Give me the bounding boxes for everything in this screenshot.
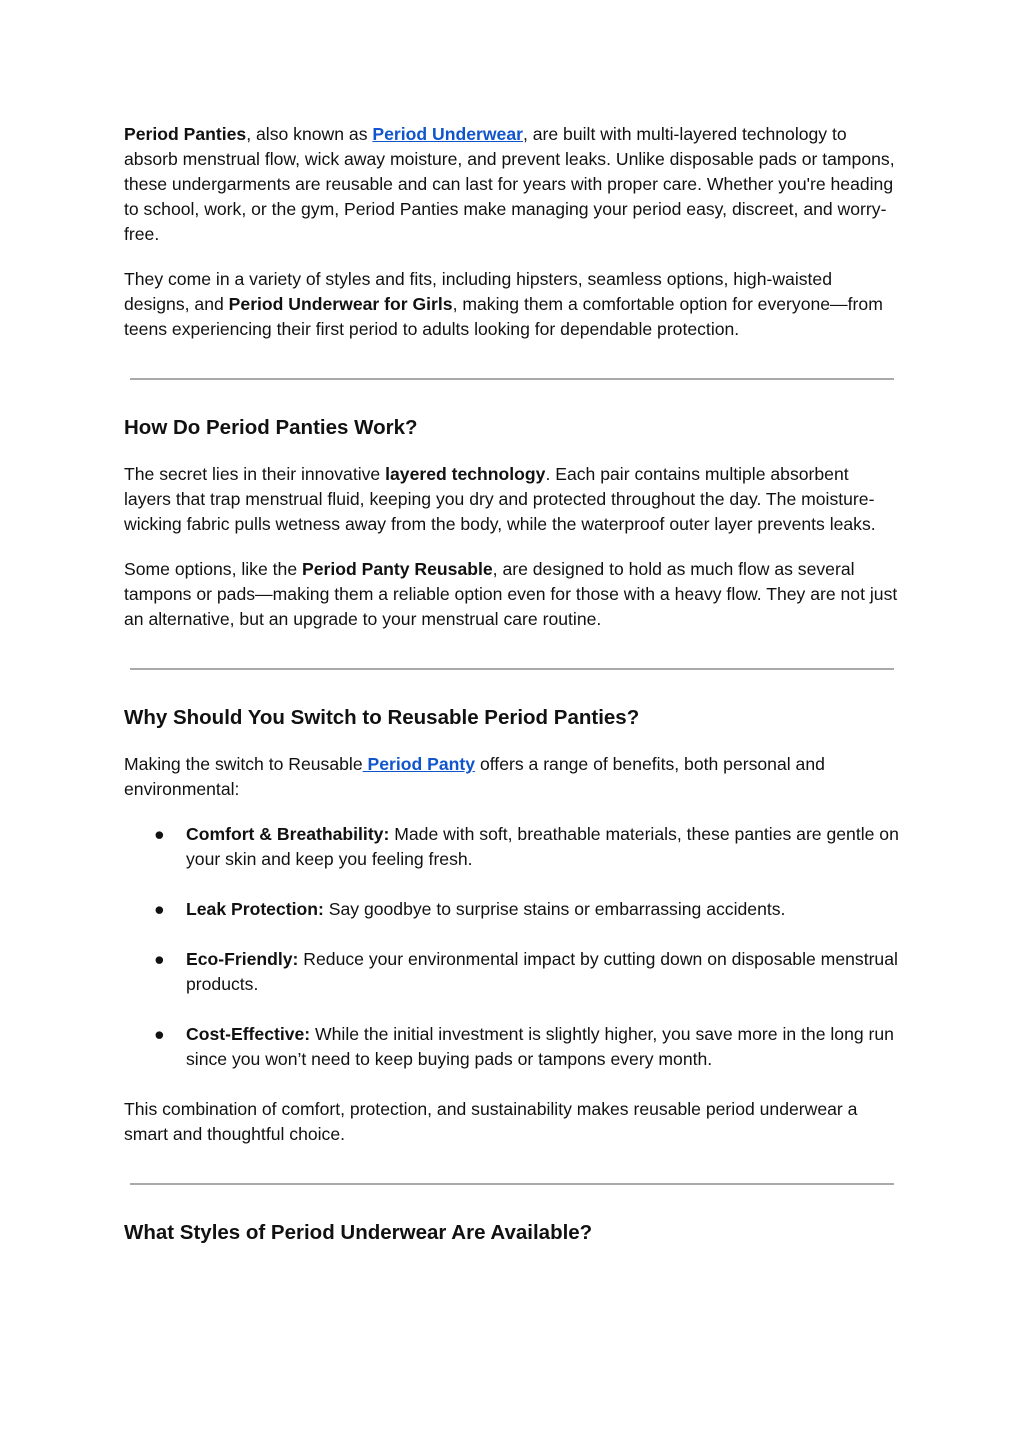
document-body <box>124 122 900 1247</box>
list-item: ● Leak Protection: Say goodbye to surprise stains or embarrassing accidents. <box>124 897 900 922</box>
divider-1 <box>130 378 894 380</box>
period-panty-link[interactable]: Period Panty <box>362 754 476 774</box>
bullet-icon: ● <box>154 899 165 919</box>
term-layered-technology: layered technology <box>385 464 546 484</box>
term-period-underwear-for-girls: Period Underwear for Girls <box>228 294 453 314</box>
section1-paragraph-2: Some options, like the Period Panty Reusable, are designed to hold as much flow as several tampons or pads—making them a reliable option even for those with a heavy flow. They are not just an alternative, but an upgrade to your menstrual care routine. <box>124 559 898 629</box>
bullet-icon: ● <box>154 1024 165 1044</box>
bullet-icon: ● <box>154 949 165 969</box>
term-period-panties: Period Panties <box>124 124 247 144</box>
period-underwear-link[interactable]: Period Underwear <box>372 124 523 144</box>
divider-3 <box>130 1183 894 1185</box>
section2-closing: This combination of comfort, protection, and sustainability makes reusable period underwear a smart and thoughtful choice. <box>124 1099 858 1144</box>
intro-paragraph-2: They come in a variety of styles and fits, including hipsters, seamless options, high-waisted designs, and Period Underwear for Girls, making them a comfortable option for everyone—from teens experiencing their first period to adults looking for dependable protection. <box>124 269 883 339</box>
heading-why-switch: Why Should You Switch to Reusable Period Panties? <box>124 706 640 729</box>
section1-paragraph-1: The secret lies in their innovative layered technology. Each pair contains multiple absorbent layers that trap menstrual fluid, keeping you dry and protected throughout the day. The moisture-wicking fabric pulls wetness away from the body, while the waterproof outer layer prevents leaks. <box>124 464 876 534</box>
list-item: ● Comfort & Breathability: Made with soft, breathable materials, these panties are gentle on your skin and keep you feeling fresh. <box>154 824 899 869</box>
heading-styles: What Styles of Period Underwear Are Available? <box>124 1221 593 1244</box>
term-period-panty-reusable: Period Panty Reusable <box>302 559 493 579</box>
list-item: ● Eco-Friendly: Reduce your environmental impact by cutting down on disposable menstrual products. <box>154 949 898 994</box>
benefits-list <box>124 822 900 1072</box>
heading-how-work: How Do Period Panties Work? <box>124 416 418 439</box>
section2-intro: Making the switch to Reusable Period Panty offers a range of benefits, both personal and environmental: <box>124 754 825 799</box>
intro-paragraph-1: Period Panties, also known as Period Underwear, are built with multi-layered technology to absorb menstrual flow, wick away moisture, and prevent leaks. Unlike disposable pads or tampons, these undergarments are reusable and can last for years with proper care. Whether you're heading to school, work, or the gym, Period Panties make managing your period easy, discreet, and worry-free. <box>124 124 895 244</box>
list-item: ● Cost-Effective: While the initial investment is slightly higher, you save more in the long run since you won’t need to keep buying pads or tampons every month. <box>154 1024 894 1069</box>
bullet-icon: ● <box>154 824 165 844</box>
divider-2 <box>130 668 894 670</box>
